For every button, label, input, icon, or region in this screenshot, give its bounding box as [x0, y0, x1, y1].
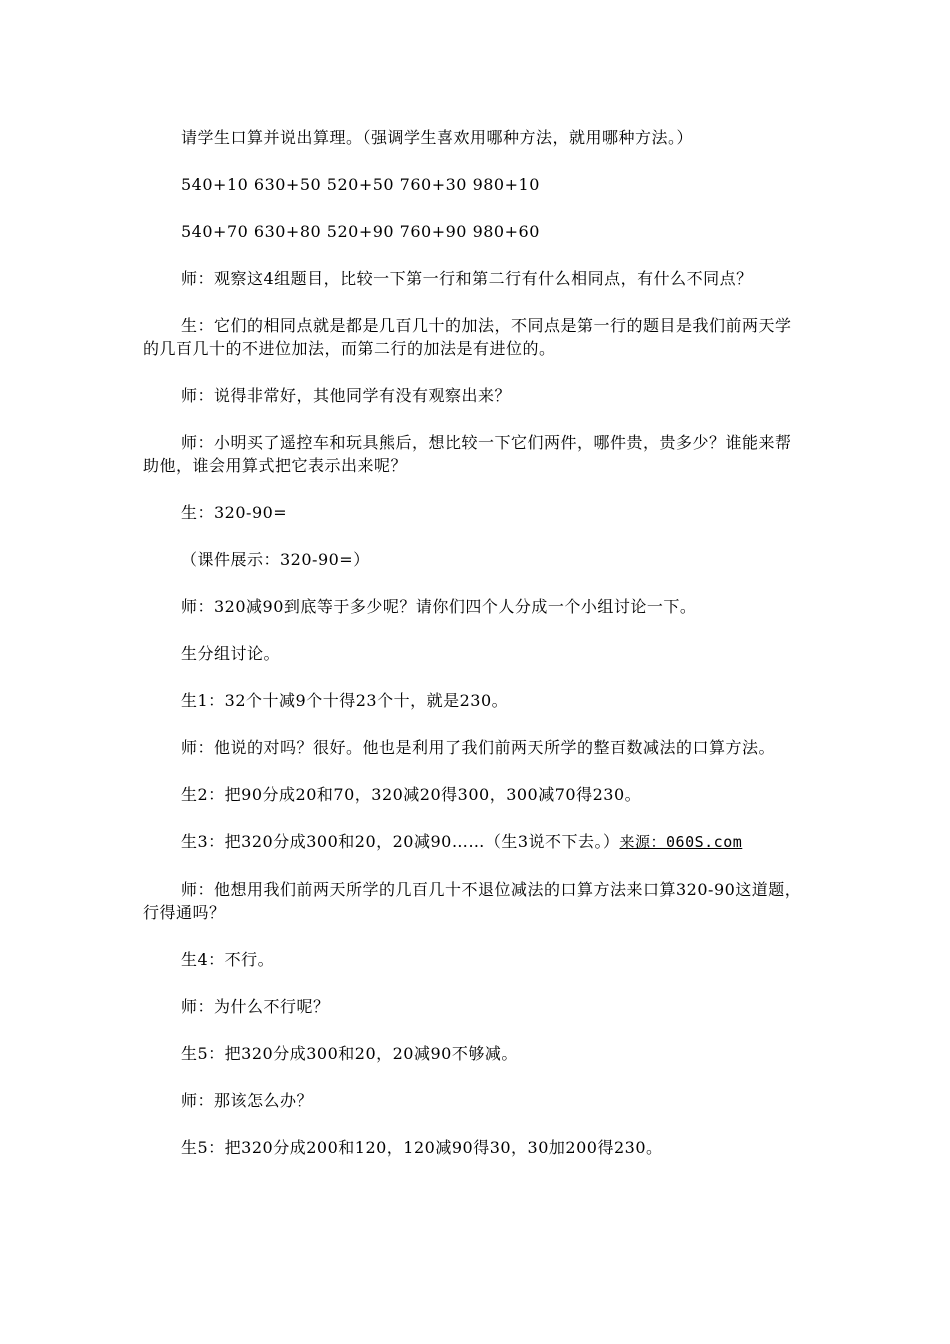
- paragraph-student-equation: 生：320-90=: [181, 503, 288, 522]
- paragraph-group-discuss: 生分组讨论。: [181, 644, 281, 663]
- paragraph-teacher-question: 师：小明买了遥控车和玩具熊后，想比较一下它们两件，哪件贵，贵多少？谁能来帮助他，谁会用算式把它表示出来呢？: [143, 433, 792, 475]
- paragraph-row-2-sums: 540+70 630+80 520+90 760+90 980+60: [181, 222, 540, 241]
- paragraph-instruction: 请学生口算并说出算理。（强调学生喜欢用哪种方法，就用哪种方法。）: [181, 128, 694, 147]
- paragraph-row-1-sums: 540+10 630+50 520+50 760+30 980+10: [181, 175, 540, 194]
- paragraph-teacher-praise: 师：说得非常好，其他同学有没有观察出来？: [181, 386, 512, 405]
- paragraph-student-5b: 生5：把320分成200和120，120减90得30，30加200得230。: [181, 1138, 663, 1157]
- paragraph-student-answer: 生：它们的相同点就是都是几百几十的加法，不同点是第一行的题目是我们前两天学的几百几十的不进位加法，而第二行的加法是有进位的。: [143, 316, 792, 358]
- paragraph-teacher-discuss: 师：320减90到底等于多少呢？请你们四个人分成一个小组讨论一下。: [181, 597, 697, 616]
- paragraph-student-3: [143, 830, 807, 854]
- paragraph-student-2: 生2：把90分成20和70，320减20得300，300减70得230。: [181, 785, 642, 804]
- paragraph-courseware: （课件展示：320-90=）: [181, 550, 370, 569]
- source-link[interactable]: 来源：060S.com: [619, 833, 743, 851]
- paragraph-teacher-check: 师：他说的对吗？很好。他也是利用了我们前两天所学的整百数减法的口算方法。: [181, 738, 776, 757]
- paragraph-teacher-why: 师：为什么不行呢？: [181, 997, 330, 1016]
- paragraph-teacher-how: 师：那该怎么办？: [181, 1091, 314, 1110]
- student-3-text: 生3：把320分成300和20，20减90……（生3说不下去。）: [181, 832, 620, 851]
- paragraph-student-1: 生1：32个十减9个十得23个十，就是230。: [181, 691, 509, 710]
- paragraph-student-5a: 生5：把320分成300和20，20减90不够减。: [181, 1044, 518, 1063]
- paragraph-teacher-method: 师：他想用我们前两天所学的几百几十不退位减法的口算方法来口算320-90这道题，行得通吗？: [143, 880, 802, 922]
- document-body: [143, 126, 807, 1183]
- paragraph-teacher-observe: 师：观察这4组题目，比较一下第一行和第二行有什么相同点，有什么不同点？: [181, 269, 753, 288]
- paragraph-student-4: 生4：不行。: [181, 950, 275, 969]
